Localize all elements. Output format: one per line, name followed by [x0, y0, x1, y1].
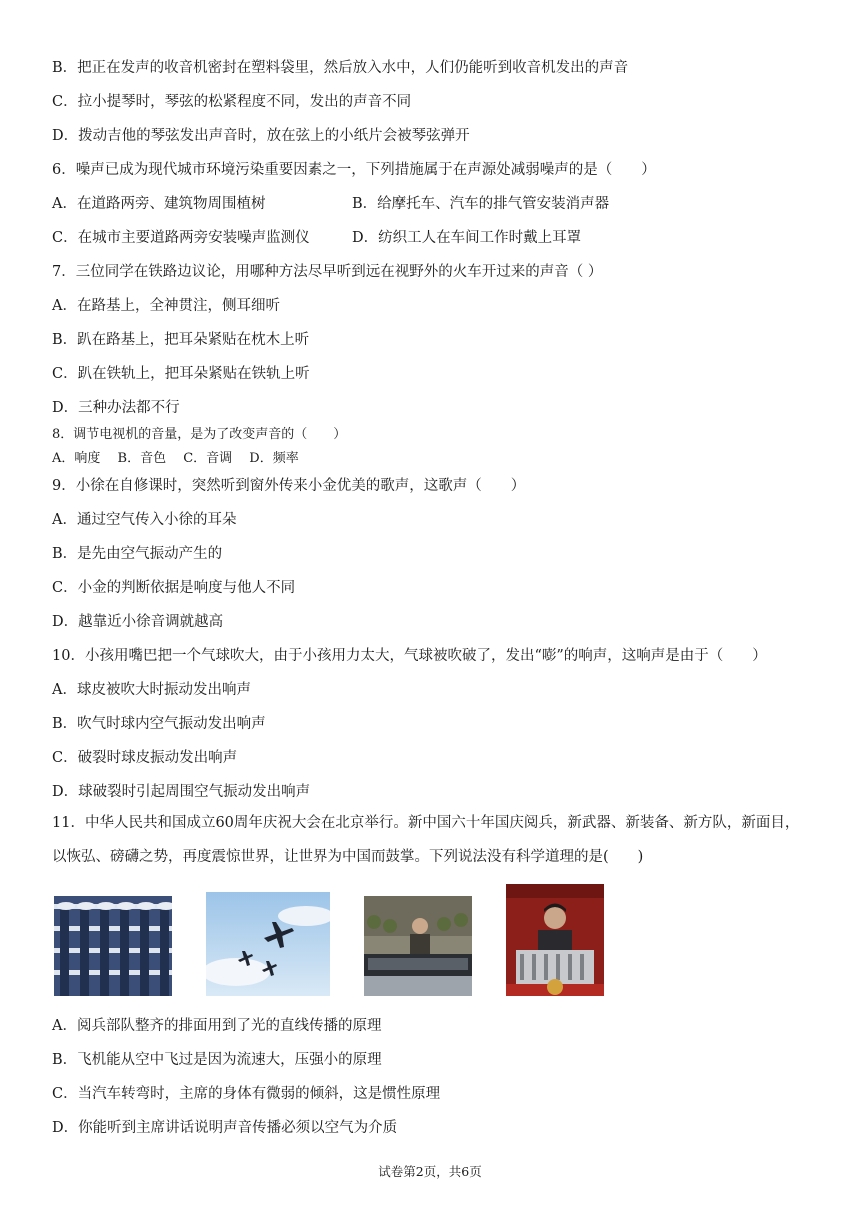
page-footer: 试卷第2页，共6页	[378, 1164, 482, 1179]
q5-option-d: D．拨动吉他的琴弦发出声音时，放在弦上的小纸片会被琴弦弹开	[52, 128, 470, 144]
question-7: 7．三位同学在铁路边议论，用哪种方法尽早听到远在视野外的火车开过来的声音（ ）	[52, 264, 603, 280]
q8-options: A．响度 B．音色 C．音调 D．频率	[52, 451, 299, 466]
leader-in-car-photo	[364, 896, 472, 996]
q11-option-d: D．你能听到主席讲话说明声音传播必须以空气为介质	[52, 1120, 398, 1136]
q9-option-a: A．通过空气传入小徐的耳朵	[52, 512, 237, 528]
q11-option-a: A．阅兵部队整齐的排面用到了光的直线传播的原理	[52, 1018, 382, 1034]
q6-option-d: D．纺织工人在车间工作时戴上耳罩	[352, 230, 582, 246]
q5-option-b: B．把正在发声的收音机密封在塑料袋里，然后放入水中，人们仍能听到收音机发出的声音	[52, 60, 629, 76]
marching-troops-photo	[54, 896, 172, 996]
question-10: 10．小孩用嘴巴把一个气球吹大，由于小孩用力太大，气球被吹破了，发出“嘭”的响声，这响声是由于（ ）	[52, 648, 767, 664]
question-11: 11．中华人民共和国成立60周年庆祝大会在北京举行。新中国六十年国庆阅兵，新武器、新装备、新方队，新面目，以恢弘、磅礴之势，再度震惊世界，让世界为中国而鼓掌。下列说法没有科学道理的是( )	[52, 815, 800, 865]
q10-option-a: A．球皮被吹大时振动发出响声	[52, 682, 251, 698]
question-9: 9．小徐在自修课时，突然听到窗外传来小金优美的歌声，这歌声（ ）	[52, 478, 526, 494]
q6-option-c: C．在城市主要道路两旁安装噪声监测仪	[52, 230, 310, 246]
q11-option-c: C．当汽车转弯时，主席的身体有微弱的倾斜，这是惯性原理	[52, 1086, 441, 1102]
q7-option-d: D．三种办法都不行	[52, 400, 180, 416]
q9-option-d: D．越靠近小徐音调就越高	[52, 614, 224, 630]
q10-option-c: C．破裂时球皮振动发出响声	[52, 750, 238, 766]
question-8: 8．调节电视机的音量，是为了改变声音的（ ）	[52, 427, 347, 442]
q5-option-c: C．拉小提琴时，琴弦的松紧程度不同，发出的声音不同	[52, 94, 412, 110]
q10-option-d: D．球破裂时引起周围空气振动发出响声	[52, 784, 311, 800]
q7-option-c: C．趴在铁轨上，把耳朵紧贴在铁轨上听	[52, 366, 310, 382]
q7-option-a: A．在路基上，全神贯注，侧耳细听	[52, 298, 280, 314]
q11-option-b: B．飞机能从空中飞过是因为流速大，压强小的原理	[52, 1052, 382, 1068]
question-6: 6．噪声已成为现代城市环境污染重要因素之一，下列措施属于在声源处减弱噪声的是（ ）	[52, 162, 656, 178]
aircraft-formation-photo	[206, 892, 330, 996]
q6-option-a: A．在道路两旁、建筑物周围植树	[52, 196, 266, 212]
q9-option-c: C．小金的判断依据是响度与他人不同	[52, 580, 296, 596]
q6-option-b: B．给摩托车、汽车的排气管安装消声器	[352, 196, 610, 212]
q7-option-b: B．趴在路基上，把耳朵紧贴在枕木上听	[52, 332, 310, 348]
speech-at-podium-photo	[506, 884, 604, 996]
q9-option-b: B．是先由空气振动产生的	[52, 546, 223, 562]
q10-option-b: B．吹气时球内空气振动发出响声	[52, 716, 266, 732]
